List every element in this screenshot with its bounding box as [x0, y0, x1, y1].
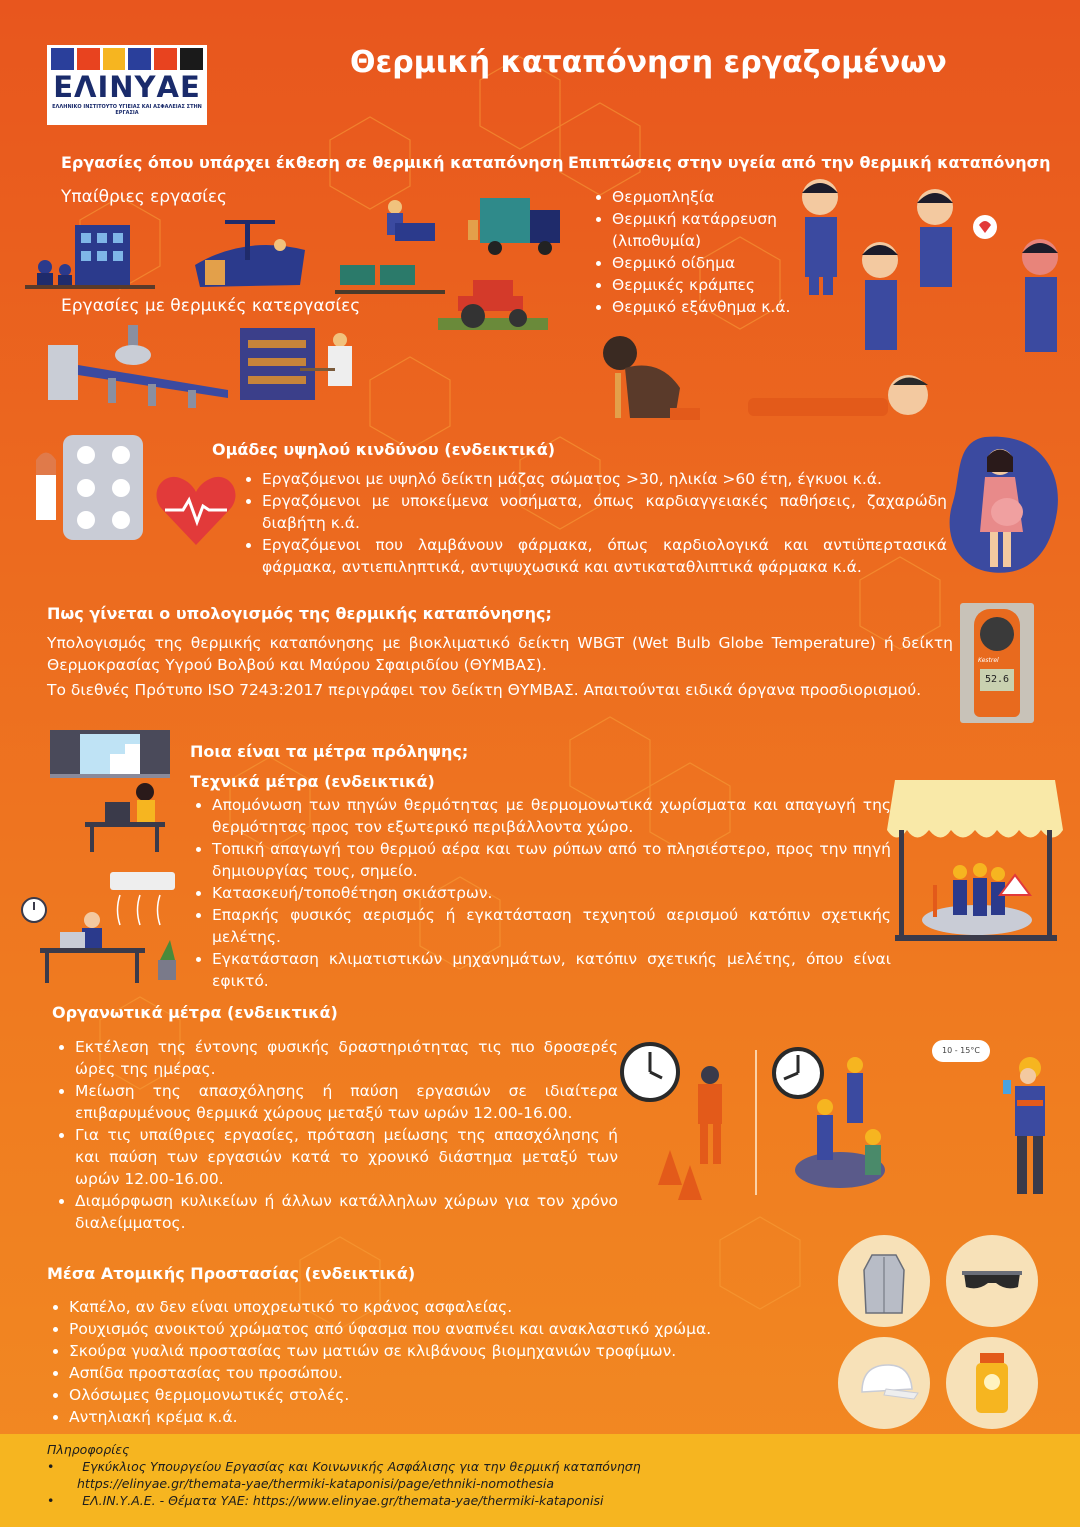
air-conditioner-office-illustration — [20, 870, 180, 985]
construction-workers-illustration — [25, 215, 155, 290]
exposure-heading: Εργασίες όπου υπάρχει έκθεση σε θερμική καταπόνηση — [61, 153, 564, 172]
bakery-oven-illustration — [240, 328, 365, 403]
list-item: • Θερμικό εξάνθημα κ.ά. — [612, 296, 827, 318]
footer-item-1-text: Εγκύκλιος Υπουργείου Εργασίας και Κοινωνικής Ασφάλισης για την θερμική καταπόνηση — [82, 1459, 641, 1474]
organizational-measures-heading: Οργανωτικά μέτρα (ενδεικτικά) — [52, 1003, 338, 1022]
list-item: • Ασπίδα προστασίας του προσώπου. — [69, 1362, 839, 1384]
truck-loading-illustration — [460, 190, 570, 260]
calculation-heading: Πως γίνεται ο υπολογισμός της θερμικής καταπόνησης; — [47, 604, 552, 623]
footer-item-2: • ΕΛ.ΙΝ.Υ.Α.Ε. - Θέματα ΥΑΕ: https://www.elinyae.gr/themata-yae/thermiki-kataponisi — [47, 1493, 604, 1508]
list-item: • Θερμικό οίδημα — [612, 252, 827, 274]
list-item: • Θερμοπληξία — [612, 186, 827, 208]
footer-item-1: • Εγκύκλιος Υπουργείου Εργασίας και Κοινωνικής Ασφάλισης για την θερμική καταπόνηση — [47, 1459, 641, 1474]
page-title: Θερμική καταπόνηση εργαζομένων — [350, 45, 947, 80]
sick-workers-illustration — [785, 175, 1065, 370]
list-item: • Εργαζόμενοι με υποκείμενα νοσήματα, όπως καρδιαγγειακές παθήσεις, ζαχαρώδη διαβήτη κ.ά. — [262, 490, 947, 534]
ppe-cap-circle — [838, 1337, 930, 1429]
ppe-goggles-circle — [946, 1235, 1038, 1327]
list-item: • Για τις υπαίθριες εργασίες, πρόταση μείωσης της απασχόλησης ή και παύση των εργασιών κατά το χρονικό διάστημα μεταξύ των ωρών 12.00-16.00. — [75, 1124, 618, 1190]
meter-brand: Kestrel — [978, 657, 999, 664]
list-item: • Απομόνωση των πηγών θερμότητας με θερμομονωτικά χωρίσματα και απαγωγή της θερμότητας προς τον εξωτερικό περιβάλλοντα χώρο. — [212, 794, 891, 838]
footer-item-2-text: ΕΛ.ΙΝ.Υ.Α.Ε. - Θέματα ΥΑΕ: — [82, 1493, 253, 1508]
woman-laptop-illustration — [85, 780, 170, 855]
logo-subtitle: ΕΛΛΗΝΙΚΟ ΙΝΣΤΙΤΟΥΤΟ ΥΓΙΕΙΑΣ ΚΑΙ ΑΣΦΑΛΕΙΑΣ ΣΤΗΝ ΕΡΓΑΣΙΑ — [52, 104, 202, 116]
list-item: • Εκτέλεση της έντονης φυσικής δραστηριότητας τις πιο δροσερές ώρες της ημέρας. — [75, 1036, 618, 1080]
logo-color-stripes — [51, 48, 203, 70]
calculation-paragraph-1: Υπολογισμός της θερμικής καταπόνησης με βιοκλιματικό δείκτη WBGT (Wet Bulb Globe Temperature) ή δείκτη Θερμοκρασίας Υγρού Βολβού και Μαύρου Σφαιριδίου (ΘΥΜΒΑΣ). — [47, 634, 953, 674]
calculation-paragraph-2: Το διεθνές Πρότυπο ISO 7243:2017 περιγράφει τον δείκτη ΘΥΜΒΑΣ. Απαιτούνται ειδικά όργανα προσδιορισμού. — [47, 681, 922, 699]
industrial-conveyor-illustration — [48, 320, 233, 410]
fainted-worker-illustration — [748, 370, 948, 420]
list-item: • Θερμική κατάρρευση (λιποθυμία) — [612, 208, 827, 252]
footer-info — [0, 1434, 1080, 1527]
clock-workers-break-illustration — [770, 1045, 905, 1190]
doctor-pills-illustration — [28, 430, 148, 545]
list-item: • Ολόσωμες θερμομονωτικές στολές. — [69, 1384, 839, 1406]
insulated-suit-icon — [838, 1235, 930, 1327]
heart-pulse-icon — [155, 470, 237, 550]
list-item: • Σκούρα γυαλιά προστασίας των ματιών σε κλιβάνους βιομηχανιών τροφίμων. — [69, 1340, 839, 1362]
sunscreen-icon — [946, 1337, 1038, 1429]
list-item: • Αντηλιακή κρέμα κ.ά. — [69, 1406, 839, 1428]
window-illustration — [50, 730, 170, 778]
health-effects-heading: Επιπτώσεις στην υγεία από την θερμική καταπόνηση — [568, 153, 1051, 172]
logo-text: ΕΛΙΝΥΑΕ — [53, 70, 201, 104]
clock-worker-cones-illustration — [618, 1040, 748, 1210]
thermal-work-label: Εργασίες με θερμικές κατεργασίες — [61, 296, 361, 316]
shade-canopy-workers-illustration — [885, 770, 1065, 945]
list-item: • Εργαζόμενοι με υψηλό δείκτη μάζας σώματος >30, ηλικία >60 έτη, έγκυοι κ.ά. — [262, 468, 947, 490]
vomiting-worker-illustration — [590, 328, 700, 423]
miners-carts-illustration — [335, 195, 445, 300]
safety-goggles-icon — [946, 1235, 1038, 1327]
list-item: • Καπέλο, αν δεν είναι υποχρεωτικό το κράνος ασφαλείας. — [69, 1296, 839, 1318]
list-item: • Κατασκευή/τοποθέτηση σκιάστρων. — [212, 882, 891, 904]
elinyae-logo — [47, 45, 207, 125]
risk-groups-heading: Ομάδες υψηλού κινδύνου (ενδεικτικά) — [212, 440, 556, 459]
pregnant-worker-illustration — [945, 432, 1065, 580]
risk-groups-list — [240, 468, 947, 578]
outdoor-work-label: Υπαίθριες εργασίες — [61, 187, 228, 207]
drinking-worker-illustration — [995, 1050, 1065, 1200]
meter-reading: 52.6 — [980, 669, 1014, 691]
prevention-heading: Ποια είναι τα μέτρα πρόληψης; — [190, 742, 469, 761]
cap-icon — [838, 1337, 930, 1429]
list-item: • Τοπική απαγωγή του θερμού αέρα και των ρύπων από το πλησιέστερο, προς την πηγή δημιουργίας τους, σημείο. — [212, 838, 891, 882]
temperature-speech-bubble: 10 - 15°C — [932, 1040, 990, 1062]
ppe-list — [47, 1296, 839, 1428]
technical-measures-list — [190, 794, 891, 992]
divider — [755, 1050, 757, 1195]
ppe-sunscreen-circle — [946, 1337, 1038, 1429]
list-item: • Ρουχισμός ανοικτού χρώματος από ύφασμα που αναπνέει και ανακλαστικό χρώμα. — [69, 1318, 839, 1340]
shipyard-illustration — [185, 215, 315, 295]
list-item: • Εγκατάσταση κλιματιστικών μηχανημάτων, κατόπιν σχετικής μελέτης, όπου είναι εφικτό. — [212, 948, 891, 992]
list-item: • Θερμικές κράμπες — [612, 274, 827, 296]
footer-label: Πληροφορίες — [47, 1442, 130, 1457]
list-item: • Επαρκής φυσικός αερισμός ή εγκατάσταση τεχνητού αερισμού κατόπιν σχετικής μελέτης. — [212, 904, 891, 948]
footer-link-2[interactable]: https://www.elinyae.gr/themata-yae/thermiki-kataponisi — [252, 1493, 604, 1508]
list-item: • Μείωση της απασχόλησης ή παύση εργασιών σε ιδιαίτερα επιβαρυμένους θερμικά χώρους μεταξύ των ωρών 12.00-16.00. — [75, 1080, 618, 1124]
tractor-illustration — [438, 268, 548, 333]
ppe-suit-circle — [838, 1235, 930, 1327]
footer-link-1[interactable]: https://elinyae.gr/themata-yae/thermiki-kataponisi/page/ethniki-nomothesia — [77, 1476, 555, 1491]
technical-measures-heading: Τεχνικά μέτρα (ενδεικτικά) — [190, 772, 435, 791]
list-item: • Εργαζόμενοι που λαμβάνουν φάρμακα, όπως καρδιολογικά και αντιϋπερτασικά φάρμακα, αντιεπιληπτικά, αντιψυχωσικά και αντικαταθλιπτικά φάρμακα κ.ά. — [262, 534, 947, 578]
list-item: • Διαμόρφωση κυλικείων ή άλλων κατάλληλων χώρων για τον χρόνο διαλείμματος. — [75, 1190, 618, 1234]
wbgt-meter-photo — [960, 603, 1034, 723]
organizational-measures-list — [53, 1036, 618, 1234]
ppe-heading: Μέσα Ατομικής Προστασίας (ενδεικτικά) — [47, 1264, 416, 1283]
